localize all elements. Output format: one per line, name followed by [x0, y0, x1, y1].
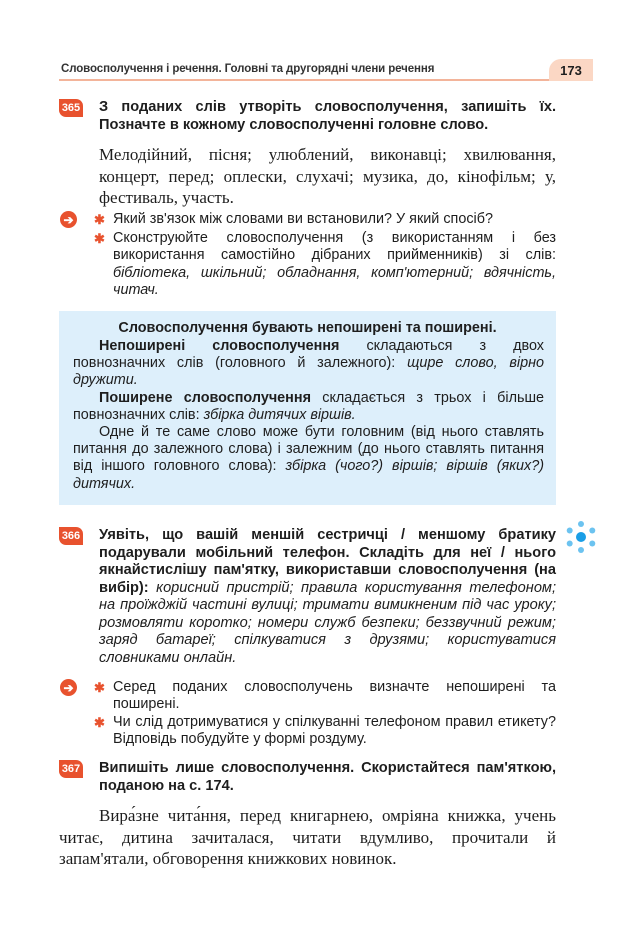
question-text: Серед поданих словосполучень визначте непоширені та поширені. [113, 679, 556, 713]
task-365-instruction: З поданих слів утворіть словосполучення, запишіть їх. Позначте в кожному словосполученні головне слово. [99, 99, 556, 133]
task-365-words: Мелодійний, пісня; улюблений, виконавці; хвилювання, концерт, перед; оплески, слухачі; музика, до, кінофільм; у, фестиваль, участь. [99, 145, 556, 207]
phrase-list: корисний пристрій; правила користування телефоном; на проїжджій частині вулиці; тримати вимикненим під час уроку; розмовляти коротко; номери служб безпеки; беззвучний режим; заряд батареї; спілкуватися з друзями; користуватися словниками онлайн. [99, 579, 556, 666]
asterisk-icon: ✱ [94, 680, 105, 695]
header-divider [59, 79, 550, 81]
page-number: 173 [549, 59, 593, 81]
arrow-right-icon: ➔ [60, 211, 77, 228]
question-item [94, 211, 556, 228]
arrow-right-icon: ➔ [60, 679, 77, 696]
rule-paragraph: Поширене словосполучення складається з трьох і більше повнозначних слів: збірка дитячих віршів. [73, 390, 545, 424]
asterisk-icon: ✱ [94, 212, 105, 227]
task-number-badge: 367 [59, 760, 83, 778]
question-text: Який зв'язок між словами ви встановили? У який спосіб? [113, 211, 493, 227]
snowflake-icon [564, 520, 598, 554]
question-text: Сконструюйте словосполучення (з використанням і без використання самостійно дібраних прийменників) зі слів: бібліотека, шкільний; обладнання, комп'ютерний; вдячність, читач. [113, 230, 556, 298]
question-item [94, 230, 556, 299]
question-text: Чи слід дотримуватися у спілкуванні телефоном правил етикету? Відповідь побудуйте у формі роздуму. [113, 714, 556, 748]
rule-title: Словосполучення бувають непоширені та поширені. [118, 320, 497, 336]
task-number-badge: 365 [59, 99, 83, 117]
question-item [94, 679, 556, 714]
task-number-badge: 366 [59, 527, 83, 545]
rule-paragraph: Одне й те саме слово може бути головним (від нього ставлять питання до залежного слова) і залежним (до нього ставлять питання від іншого головного слова): збірка (чого?) віршів; віршів (яких?) дитячих. [73, 424, 544, 492]
running-header: Словосполучення і речення. Головні та другорядні члени речення [61, 63, 435, 75]
rule-paragraph: Непоширені словосполучення складаються з двох повнозначних слів (головного й залежного): щире слово, вірно дружити. [73, 338, 545, 389]
asterisk-icon: ✱ [94, 231, 105, 246]
word-list: бібліотека, шкільний; обладнання, комп'ютерний; вдячність, читач. [113, 264, 556, 298]
task-367-text: Вира́зне чита́ння, перед книгарнею, омріяна книжка, учень читає, дитина зачиталася, читати вдумливо, прочитали й запам'ятали, обговорення книжкових новинок. [59, 806, 556, 868]
question-item [94, 714, 556, 749]
task-367-instruction: Випишіть лише словосполучення. Скористайтеся пам'яткою, поданою на с. 174. [99, 760, 556, 794]
task-366-instruction: Уявіть, що вашій меншій сестричці / меншому братику подарували мобільний телефон. Складіть для неї / нього якнайстислішу пам'ятку, використавши словосполучення (на вибір): корисний пристрій; правила користування телефоном; на проїжджій частині вулиці; тримати вимикненим під час уроку; розмовляти коротко; номери служб безпеки; беззвучний режим; заряд батареї; спілкуватися з друзями; користуватися словниками онлайн. [99, 527, 556, 666]
asterisk-icon: ✱ [94, 715, 105, 730]
